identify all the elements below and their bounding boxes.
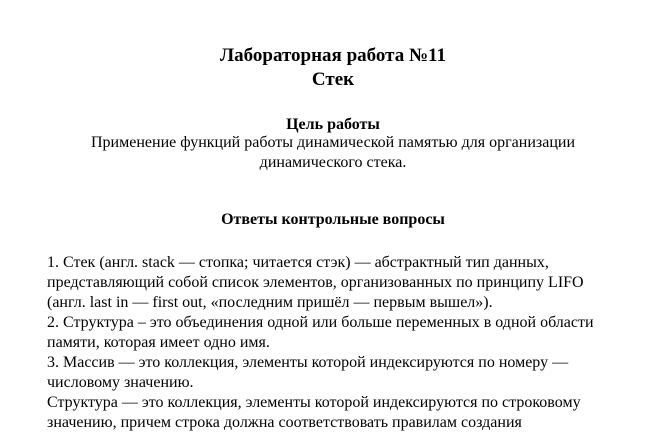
goal-text-line-1: Применение функций работы динамической памятью для организации	[91, 134, 575, 151]
lab-subtitle: Стек	[311, 69, 355, 90]
answer-line: (англ. last in — first out, «последним пришёл — первым вышел»).	[47, 294, 493, 311]
lab-title: Лабораторная работа №11	[219, 45, 447, 66]
answer-line: числовому значению.	[47, 374, 194, 391]
answer-line: памяти, которая имеет одно имя.	[47, 334, 270, 351]
answer-line: 1. Стек (англ. stack — стопка; читается стэк) — абстрактный тип данных,	[47, 254, 549, 271]
answer-line: Структура — это коллекция, элементы которой индексируются по строковому	[47, 394, 581, 411]
answer-line: 2. Структура – это объединения одной или больше переменных в одной области	[47, 314, 594, 331]
goal-heading: Цель работы	[286, 116, 380, 133]
answer-line: 3. Массив — это коллекция, элементы которой индексируются по номеру —	[47, 354, 569, 371]
answer-line: значению, причем строка должна соответствовать правилам создания	[47, 414, 522, 431]
answer-line: представляющий собой список элементов, организованных по принципу LIFO	[47, 274, 584, 291]
answers-heading: Ответы контрольные вопросы	[221, 211, 445, 228]
goal-text-line-2: динамического стека.	[259, 154, 407, 171]
